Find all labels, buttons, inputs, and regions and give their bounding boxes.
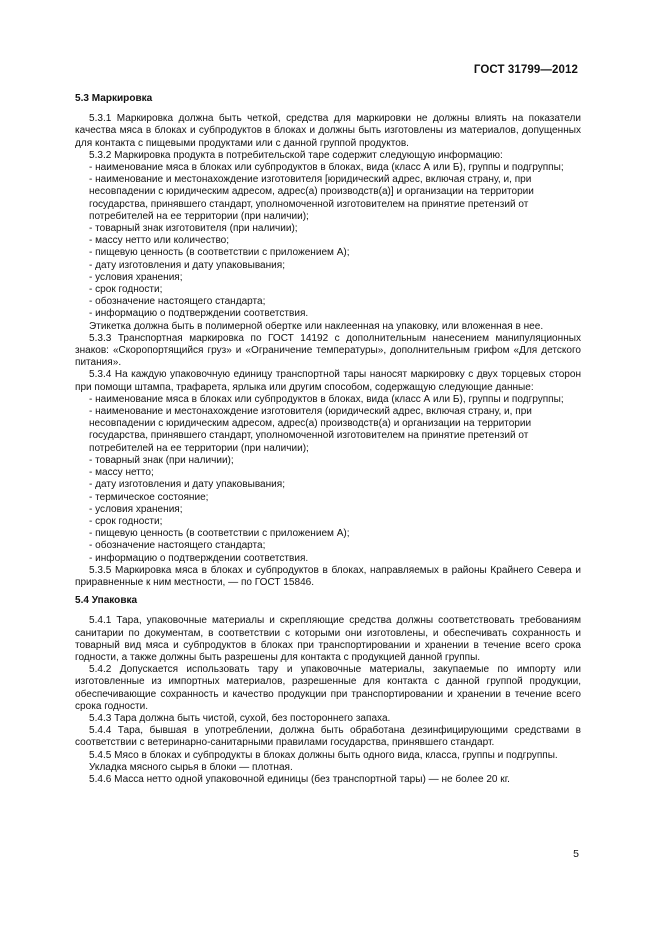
paragraph-label: Этикетка должна быть в полимерной обертке или наклеенная на упаковку, или вложенная в нее. (89, 320, 544, 332)
list-item: - условия хранения; (89, 503, 183, 515)
list-item: - товарный знак (при наличии); (89, 454, 234, 466)
list-item: - товарный знак изготовителя (при наличии); (89, 223, 298, 235)
list-item: - срок годности; (89, 284, 163, 296)
paragraph-5-3-1: 5.3.1 Маркировка должна быть четкой, средства для маркировки не должны влиять на показатели качества мяса в блоках и субпродуктов в блоках и должны быть изготовлены из материалов, допущенных для контакта с пищевыми продуктами или с данной группой продуктов. (75, 113, 581, 149)
paragraph-5-4-4: 5.4.4 Тара, бывшая в употреблении, должна быть обработана дезинфицирующими средствами в соответствии с ветеринарно-санитарными правилами государства, принявшего стандарт. (75, 725, 581, 749)
list-item: - наименование мяса в блоках или субпродуктов в блоках, вида (класс А или Б), группы и подгруппы; (89, 393, 564, 405)
list-item: - массу нетто; (89, 467, 154, 479)
list-item: - наименование и местонахождение изготовителя (юридический адрес, включая страну, и, при несовпадении с юридическим адресом, адрес(а) производств(а) и организации на территории государства, принявшего стандарт, уполномоченной изготовителем на принятие претензий от потребителей на ее территории (при наличии); (89, 406, 532, 454)
list-item: - условия хранения; (89, 271, 183, 283)
section-heading-packaging: 5.4 Упаковка (75, 595, 138, 607)
paragraph-5-3-2: 5.3.2 Маркировка продукта в потребительской таре содержит следующую информацию: (89, 149, 503, 161)
paragraph-5-4-5: 5.4.5 Мясо в блоках и субпродукты в блоках должны быть одного вида, класса, группы и подгруппы. (89, 749, 558, 761)
list-item: - срок годности; (89, 515, 163, 527)
section-heading-marking: 5.3 Маркировка (75, 93, 153, 104)
page-number: 5 (573, 848, 579, 860)
list-item: - обозначение настоящего стандарта; (89, 540, 266, 552)
paragraph-5-4-5b: Укладка мясного сырья в блоки — плотная. (89, 761, 293, 773)
list-item: - наименование мяса в блоках или субпродуктов в блоках, вида (класс А или Б), группы и подгруппы; (89, 162, 564, 174)
paragraph-5-3-4: 5.3.4 На каждую упаковочную единицу транспортной тары наносят маркировку с двух торцевых сторон при помощи штампа, трафарета, ярлыка или другим способом, содержащую следующие данные: (75, 369, 581, 393)
paragraph-5-4-3: 5.4.3 Тара должна быть чистой, сухой, без постороннего запаха. (89, 712, 391, 724)
paragraph-5-4-1: 5.4.1 Тара, упаковочные материалы и скрепляющие средства должны соответствовать требованиям санитарии по документам, в соответствии с которыми они изготовлены, и обеспечивать сохранность и товарный вид мяса и субпродуктов в блоках при транспортировании и хранении в течение всего срока годности, а также должны быть разрешены для контакта с продукцией данной группы. (75, 615, 581, 663)
list-item: - обозначение настоящего стандарта; (89, 296, 266, 308)
list-item: - дату изготовления и дату упаковывания; (89, 259, 286, 271)
document-code: ГОСТ 31799—2012 (473, 64, 578, 76)
list-item: - информацию о подтверждении соответствия. (89, 552, 309, 564)
list-item: - термическое состояние; (89, 491, 209, 503)
list-item: - информацию о подтверждении соответствия. (89, 308, 309, 320)
list-item: - пищевую ценность (в соответствии с приложением А); (89, 528, 350, 540)
list-item: - массу нетто или количество; (89, 235, 230, 247)
list-item: - наименование и местонахождение изготовителя [юридический адрес, включая страну, и, при несовпадении с юридическим адресом, адрес(а) производств(а)] и организации на территории государства, принявшего стандарт, уполномоченной изготовителем на принятие претензий от потребителей на ее территории (при наличии); (89, 174, 534, 222)
list-item: - дату изготовления и дату упаковывания; (89, 479, 286, 491)
paragraph-5-4-2: 5.4.2 Допускается использовать тару и упаковочные материалы, закупаемые по импорту или изготовленные из импортных материалов, разрешенные для контакта с данной группой продукции, обеспечивающие сохранность и качество продукции при транспортировании и хранении в течение всего срока годности. (75, 664, 581, 712)
paragraph-5-3-5: 5.3.5 Маркировка мяса в блоках и субпродуктов в блоках, направляемых в районы Крайнего Севера и приравненные к ним местности, — по ГОСТ 15846. (75, 564, 581, 588)
paragraph-5-3-3: 5.3.3 Транспортная маркировка по ГОСТ 14192 с дополнительным нанесением манипуляционных знаков: «Скоропортящийся груз» и «Ограничение температуры», дополнительным грифом «Для детского питания». (75, 332, 581, 369)
paragraph-5-4-6: 5.4.6 Масса нетто одной упаковочной единицы (без транспортной тары) — не более 20 кг. (89, 773, 510, 785)
list-item: - пищевую ценность (в соответствии с приложением А); (89, 247, 350, 259)
document-body (75, 93, 581, 786)
